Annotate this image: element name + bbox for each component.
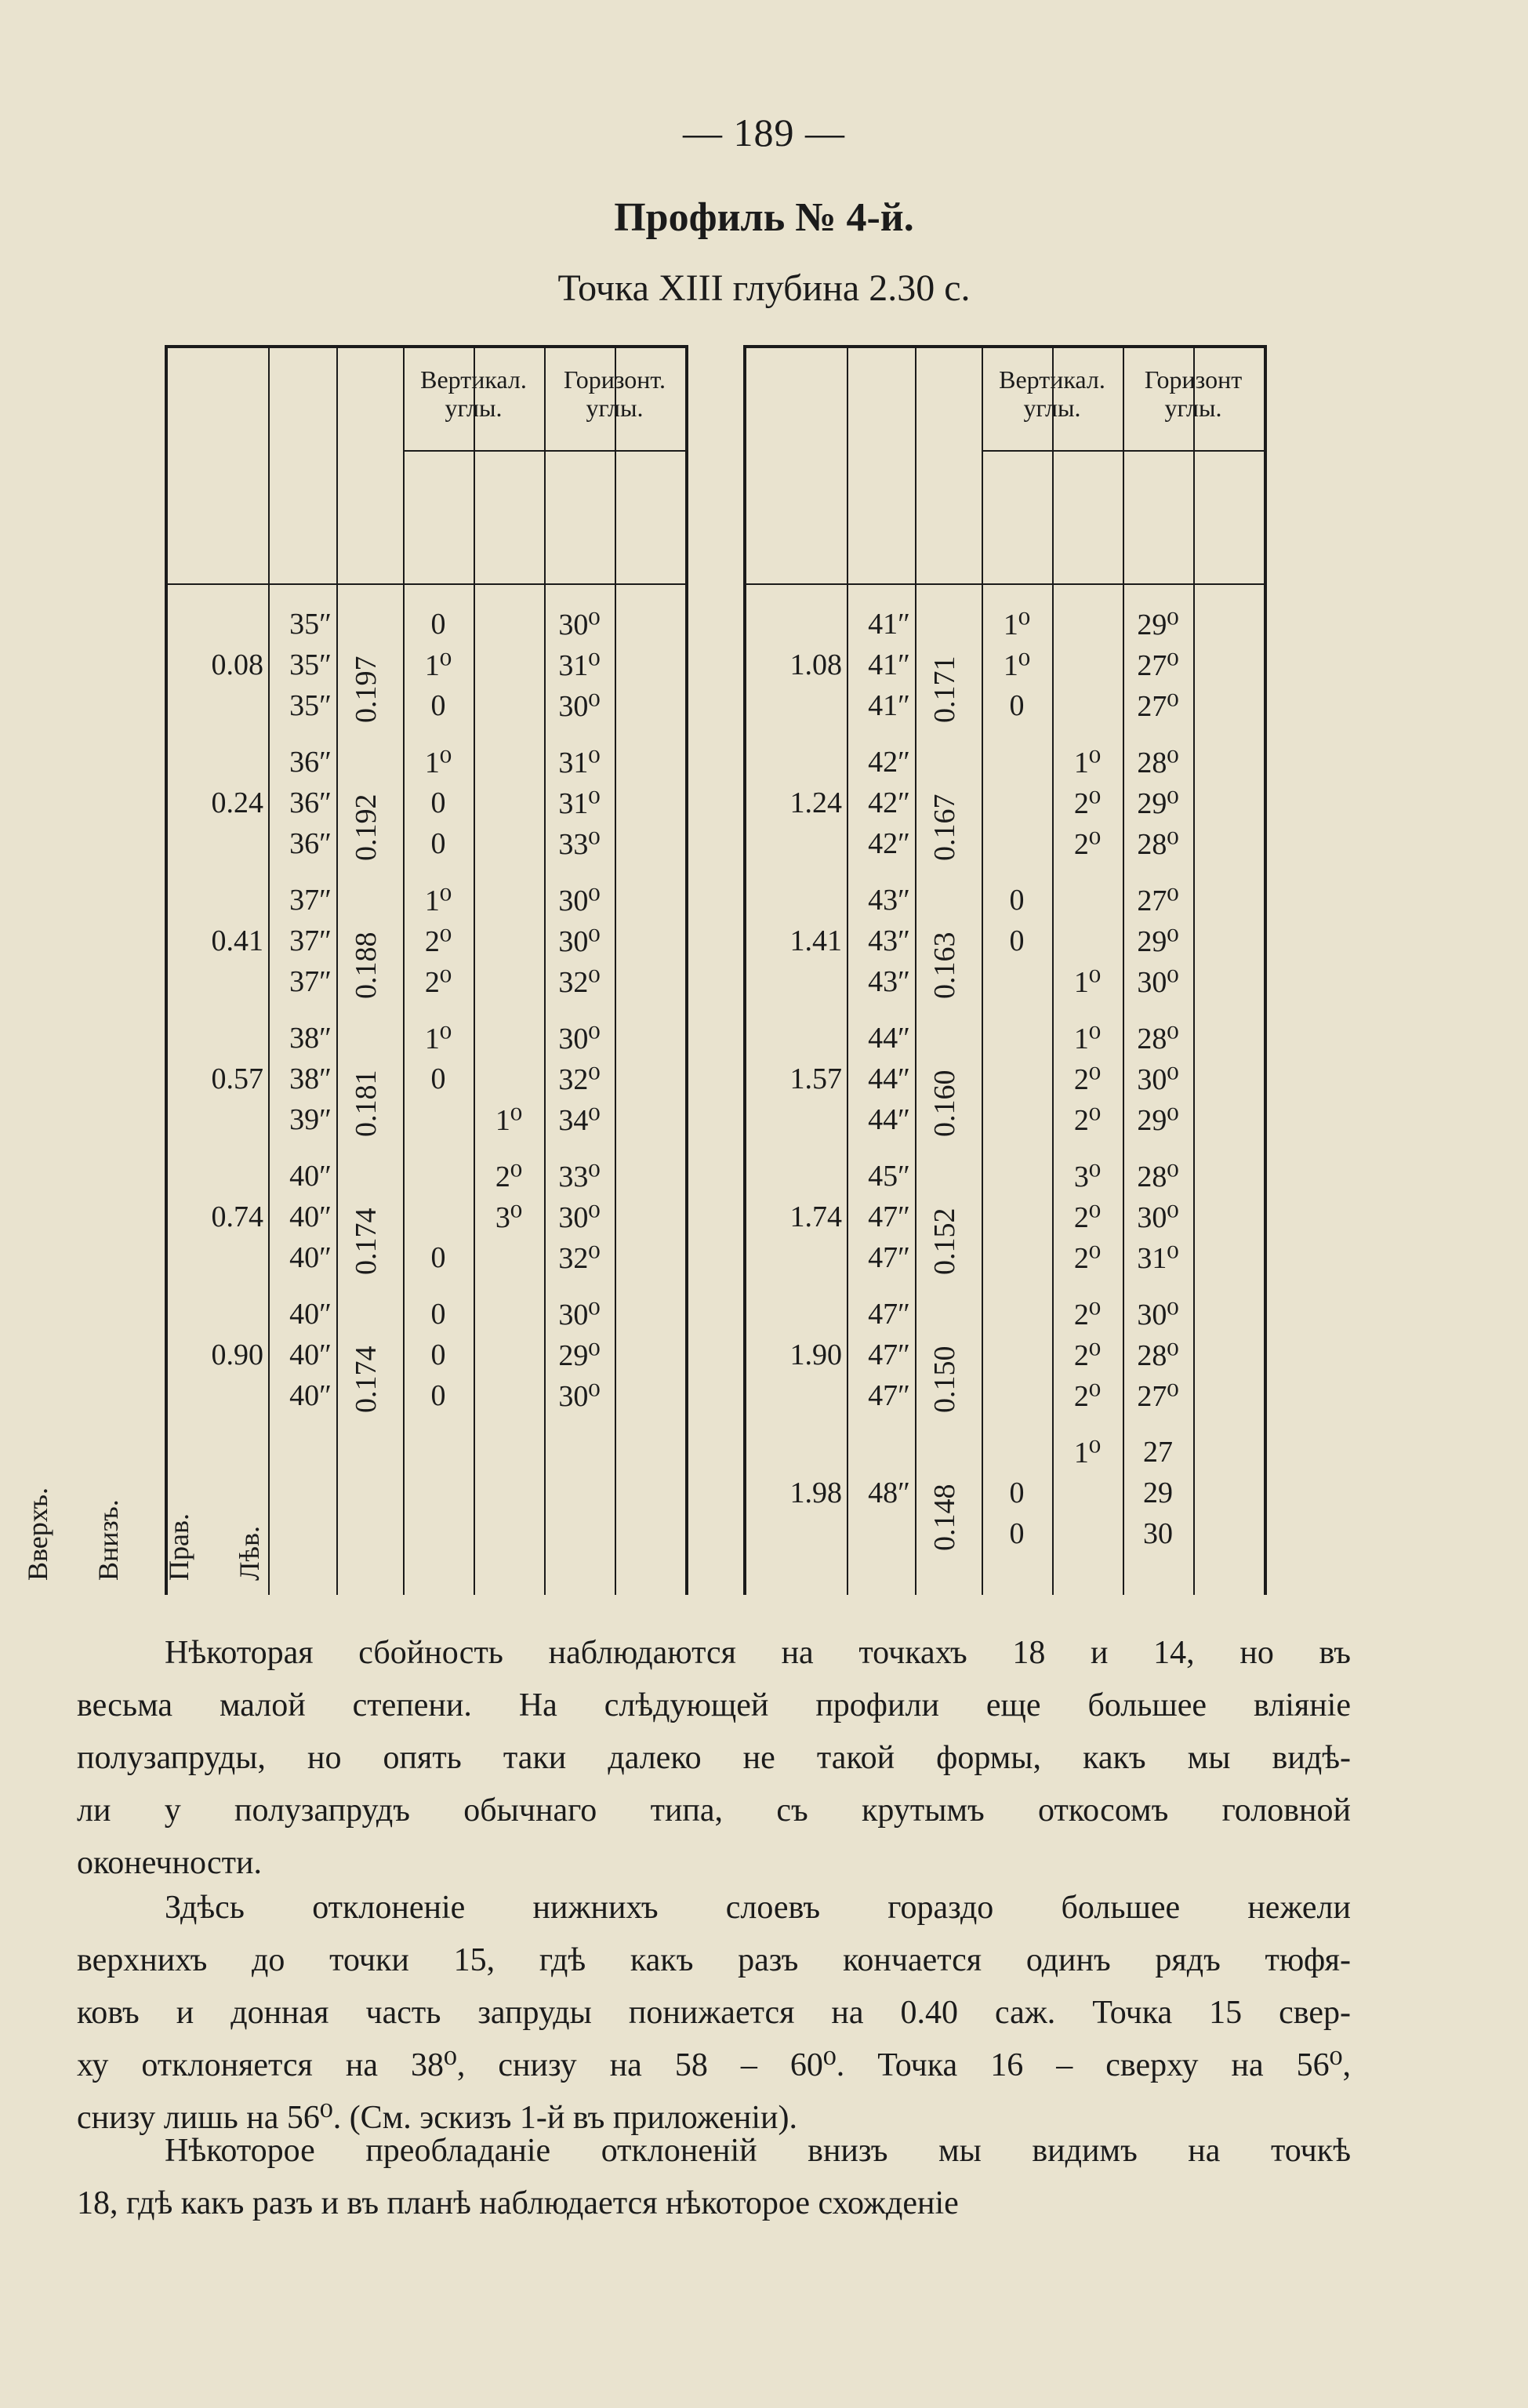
paragraph — [77, 2125, 1351, 2230]
text-line: 18, гдѣ какъ разъ и въ планѣ наблюдается нѣкоторое схожденіе — [77, 2185, 959, 2221]
angle-up-value: 2⁰ — [424, 966, 452, 999]
time-value: 44″ — [868, 1062, 910, 1095]
column-divider — [915, 348, 916, 1595]
angle-down-value: 2⁰ — [1073, 1201, 1102, 1234]
time-value: 43″ — [868, 924, 910, 957]
depth-value: 1.98 — [789, 1476, 842, 1509]
angle-right-value: 31⁰ — [558, 746, 601, 779]
angle-right-value: 32⁰ — [558, 966, 601, 999]
angle-down-value: 2⁰ — [1073, 787, 1102, 820]
angle-up-value: 0 — [1009, 924, 1025, 957]
angle-right-value: 28⁰ — [1137, 1339, 1179, 1372]
header-horizontal-angles: Горизонт. углы. — [564, 365, 666, 422]
speed-value: 0.197 — [350, 656, 383, 723]
angle-up-value: 0 — [1009, 1476, 1025, 1509]
angle-right-value: 32⁰ — [558, 1063, 601, 1096]
group-header-divider — [982, 450, 1264, 452]
angle-up-value: 0 — [1009, 1517, 1025, 1550]
angle-down-value: 2⁰ — [1073, 1242, 1102, 1275]
time-value: 41″ — [868, 608, 910, 641]
page-number: — 189 — — [683, 111, 845, 154]
angle-down-value: 1⁰ — [1073, 1022, 1102, 1055]
header-horizontal-angles: Горизонт углы. — [1144, 365, 1243, 422]
angle-down-value: 3⁰ — [1073, 1160, 1102, 1193]
depth-value: 1.57 — [789, 1062, 842, 1095]
time-value: 41″ — [868, 648, 910, 681]
angle-down-value: 2⁰ — [1073, 828, 1102, 861]
depth-value: 0.08 — [211, 648, 263, 681]
time-value: 36″ — [289, 827, 332, 860]
header-vertical-angles: Вертикал. углы. — [420, 365, 527, 422]
angle-up-value: 0 — [430, 1241, 446, 1274]
time-value: 40″ — [289, 1241, 332, 1274]
time-value: 43″ — [868, 884, 910, 917]
time-value: 38″ — [289, 1062, 332, 1095]
angle-up-value: 0 — [430, 827, 446, 860]
angle-right-value: 30⁰ — [558, 608, 601, 641]
page-title: Профиль № 4-й. — [614, 195, 914, 240]
group-header-divider — [403, 450, 685, 452]
speed-value: 0.152 — [928, 1208, 961, 1275]
header-divider — [168, 583, 685, 585]
text-line: Нѣкоторое преобладаніе отклоненій внизъ мы видимъ на точкѣ — [165, 2133, 1351, 2169]
angle-right-value: 30⁰ — [1137, 1063, 1179, 1096]
angle-up-value: 0 — [430, 1338, 446, 1371]
angle-down-value: 1⁰ — [1073, 966, 1102, 999]
angle-up-value: 0 — [430, 689, 446, 722]
angle-up-value: 0 — [430, 1379, 446, 1412]
angle-right-value: 31⁰ — [1137, 1242, 1179, 1275]
time-value: 44″ — [868, 1103, 910, 1136]
time-value: 35″ — [289, 689, 332, 722]
angle-right-value: 29⁰ — [558, 1339, 601, 1372]
time-value: 35″ — [289, 608, 332, 641]
time-value: 48″ — [868, 1476, 910, 1509]
angle-right-value: 34⁰ — [558, 1104, 601, 1137]
depth-value: 0.41 — [211, 924, 263, 957]
angle-right-value: 33⁰ — [558, 1160, 601, 1193]
angle-right-value: 28⁰ — [1137, 828, 1179, 861]
angle-right-value: 29⁰ — [1137, 608, 1179, 641]
angle-right-value: 30⁰ — [558, 925, 601, 958]
column-divider — [615, 348, 616, 1595]
header-divider — [746, 583, 1264, 585]
depth-value: 0.74 — [211, 1200, 263, 1233]
angle-up-value: 0 — [430, 786, 446, 819]
depth-value: 1.90 — [789, 1338, 842, 1371]
angle-down-value: 2⁰ — [1073, 1298, 1102, 1331]
time-value: 43″ — [868, 965, 910, 998]
header-right: Прав. — [163, 1513, 194, 1581]
angle-down-value: 2⁰ — [1073, 1063, 1102, 1096]
angle-up-value: 0 — [430, 608, 446, 641]
speed-value: 0.174 — [350, 1346, 383, 1413]
time-value: 37″ — [289, 924, 332, 957]
speed-value: 0.171 — [928, 656, 961, 723]
speed-value: 0.160 — [928, 1070, 961, 1137]
angle-right-value: 30⁰ — [558, 884, 601, 917]
time-value: 36″ — [289, 746, 332, 779]
time-value: 40″ — [289, 1200, 332, 1233]
header-vertical-angles: Вертикал. углы. — [999, 365, 1105, 422]
angle-right-value: 31⁰ — [558, 787, 601, 820]
speed-value: 0.181 — [350, 1070, 383, 1137]
angle-right-value: 30⁰ — [558, 1022, 601, 1055]
depth-value: 1.24 — [789, 786, 842, 819]
time-value: 40″ — [289, 1160, 332, 1193]
measurement-table-left — [165, 345, 688, 1595]
angle-right-value: 30⁰ — [558, 690, 601, 723]
angle-down-value: 2⁰ — [1073, 1339, 1102, 1372]
speed-value: 0.174 — [350, 1208, 383, 1275]
page-subtitle: Точка XIII глубина 2.30 с. — [557, 267, 971, 309]
angle-right-value: 27⁰ — [1137, 1380, 1179, 1413]
angle-right-value: 32⁰ — [558, 1242, 601, 1275]
time-value: 47″ — [868, 1338, 910, 1371]
time-value: 41″ — [868, 689, 910, 722]
angle-down-value: 1⁰ — [1073, 1436, 1102, 1469]
paragraph — [77, 1627, 1351, 1890]
depth-value: 1.41 — [789, 924, 842, 957]
speed-value: 0.167 — [928, 794, 961, 861]
angle-up-value: 1⁰ — [424, 746, 452, 779]
column-divider — [982, 348, 983, 1595]
depth-value: 0.24 — [211, 786, 263, 819]
angle-right-value: 27⁰ — [1137, 690, 1179, 723]
angle-right-value: 30⁰ — [558, 1201, 601, 1234]
time-value: 37″ — [289, 965, 332, 998]
angle-up-value: 0 — [1009, 689, 1025, 722]
time-value: 42″ — [868, 827, 910, 860]
depth-value: 0.90 — [211, 1338, 263, 1371]
angle-right-value: 30⁰ — [1137, 1298, 1179, 1331]
angle-right-value: 28⁰ — [1137, 746, 1179, 779]
time-value: 35″ — [289, 648, 332, 681]
angle-right-value: 30⁰ — [558, 1298, 601, 1331]
speed-value: 0.150 — [928, 1346, 961, 1413]
paragraph — [77, 1882, 1351, 2145]
angle-down-value: 2⁰ — [495, 1160, 523, 1193]
angle-up-value: 1⁰ — [1003, 608, 1031, 641]
text-line: ли у полузапрудъ обычнаго типа, съ крутымъ откосомъ головной — [77, 1792, 1351, 1829]
angle-down-value: 1⁰ — [1073, 746, 1102, 779]
header-left: Лѣв. — [234, 1526, 265, 1581]
text-line: Здѣсь отклоненіе нижнихъ слоевъ гораздо большее нежели — [165, 1890, 1351, 1926]
angle-right-value: 33⁰ — [558, 828, 601, 861]
angle-right-value: 30⁰ — [558, 1380, 601, 1413]
time-value: 42″ — [868, 786, 910, 819]
angle-up-value: 1⁰ — [1003, 649, 1031, 682]
time-value: 40″ — [289, 1379, 332, 1412]
column-divider — [1193, 348, 1195, 1595]
speed-value: 0.163 — [928, 932, 961, 999]
text-line: Нѣкоторая сбойность наблюдаются на точкахъ 18 и 14, но въ — [165, 1635, 1351, 1671]
text-line: ху отклоняется на 38⁰, снизу на 58 – 60⁰. Точка 16 – сверху на 56⁰, — [77, 2047, 1351, 2083]
depth-value: 1.08 — [789, 648, 842, 681]
angle-right-value: 28⁰ — [1137, 1022, 1179, 1055]
column-divider — [474, 348, 475, 1595]
header-down: Внизъ. — [93, 1499, 124, 1581]
angle-down-value: 1⁰ — [495, 1104, 523, 1137]
angle-right-value: 29⁰ — [1137, 787, 1179, 820]
time-value: 45″ — [868, 1160, 910, 1193]
text-line: весьма малой степени. На слѣдующей профили еще большее вліяніе — [77, 1687, 1351, 1723]
angle-up-value: 1⁰ — [424, 884, 452, 917]
time-value: 38″ — [289, 1022, 332, 1055]
angle-right-value: 29 — [1143, 1476, 1173, 1509]
angle-up-value: 0 — [430, 1062, 446, 1095]
angle-right-value: 27⁰ — [1137, 884, 1179, 917]
angle-right-value: 29⁰ — [1137, 925, 1179, 958]
angle-up-value: 2⁰ — [424, 925, 452, 958]
angle-right-value: 30 — [1143, 1517, 1173, 1550]
time-value: 42″ — [868, 746, 910, 779]
time-value: 47″ — [868, 1298, 910, 1331]
time-value: 36″ — [289, 786, 332, 819]
angle-right-value: 27 — [1143, 1436, 1173, 1469]
text-line: верхнихъ до точки 15, гдѣ какъ разъ кончается одинъ рядъ тюфя- — [77, 1942, 1351, 1978]
speed-value: 0.148 — [928, 1484, 961, 1551]
angle-up-value: 0 — [1009, 884, 1025, 917]
time-value: 47″ — [868, 1241, 910, 1274]
time-value: 37″ — [289, 884, 332, 917]
text-line: полузапруды, но опять таки далеко не такой формы, какъ мы видѣ- — [77, 1740, 1351, 1776]
text-line: оконечности. — [77, 1845, 262, 1881]
time-value: 40″ — [289, 1338, 332, 1371]
text-line: ковъ и донная часть запруды понижается на 0.40 саж. Точка 15 свер- — [77, 1995, 1351, 2031]
time-value: 40″ — [289, 1298, 332, 1331]
time-value: 44″ — [868, 1022, 910, 1055]
speed-value: 0.192 — [350, 794, 383, 861]
time-value: 39″ — [289, 1103, 332, 1136]
depth-value: 1.74 — [789, 1200, 842, 1233]
speed-value: 0.188 — [350, 932, 383, 999]
angle-down-value: 2⁰ — [1073, 1104, 1102, 1137]
angle-right-value: 27⁰ — [1137, 649, 1179, 682]
column-divider — [336, 348, 338, 1595]
angle-right-value: 30⁰ — [1137, 1201, 1179, 1234]
angle-up-value: 1⁰ — [424, 1022, 452, 1055]
time-value: 47″ — [868, 1379, 910, 1412]
header-up: Вверхъ. — [22, 1487, 53, 1581]
angle-right-value: 28⁰ — [1137, 1160, 1179, 1193]
angle-right-value: 29⁰ — [1137, 1104, 1179, 1137]
angle-down-value: 3⁰ — [495, 1201, 523, 1234]
angle-down-value: 2⁰ — [1073, 1380, 1102, 1413]
angle-right-value: 30⁰ — [1137, 966, 1179, 999]
text-line: снизу лишь на 56⁰. (См. эскизъ 1-й въ приложеніи). — [77, 2100, 797, 2136]
time-value: 47″ — [868, 1200, 910, 1233]
angle-up-value: 1⁰ — [424, 649, 452, 682]
angle-right-value: 31⁰ — [558, 649, 601, 682]
angle-up-value: 0 — [430, 1298, 446, 1331]
depth-value: 0.57 — [211, 1062, 263, 1095]
